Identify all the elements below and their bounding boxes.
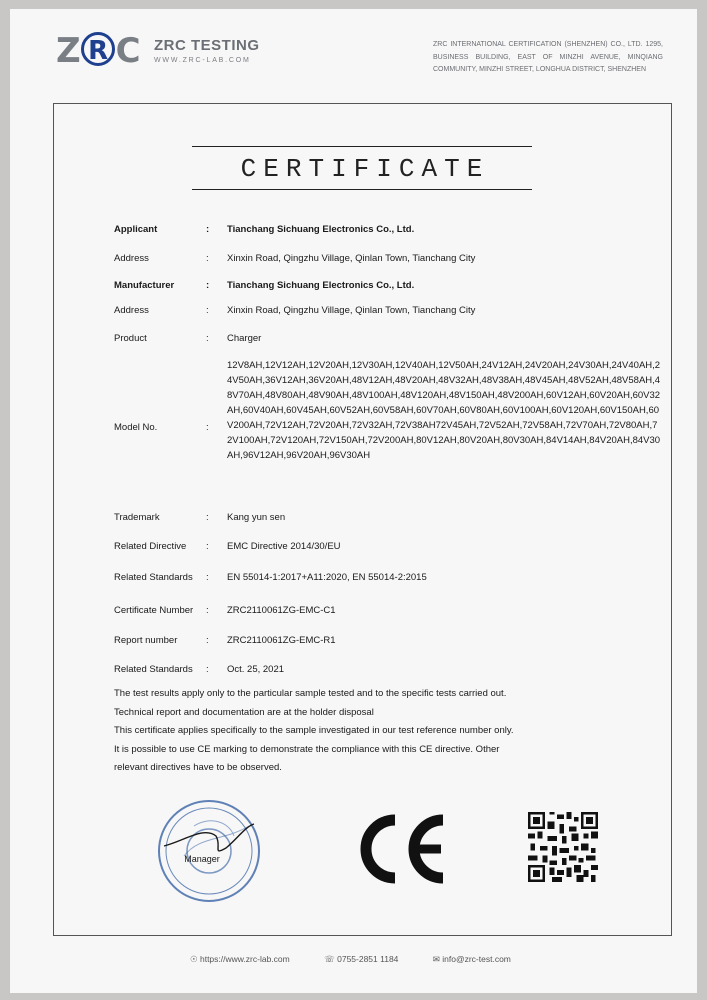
- note-line: This certificate applies specifically to the sample investigated in our test reference number only.: [114, 725, 514, 736]
- title-rule-bottom: [192, 189, 532, 190]
- certificate-frame: [53, 103, 672, 936]
- field-label: Address: [114, 305, 149, 316]
- seal-caption: Manager: [184, 854, 220, 864]
- company-address: ZRC INTERNATIONAL CERTIFICATION (SHENZHEN) CO., LTD. 1295, BUSINESS BUILDING, EAST OF MINZHI AVENUE, MINQIANG COMMUNITY, MINZHI STREET, LONGHUA DISTRICT, SHENZHEN: [433, 41, 663, 73]
- website-link[interactable]: ☉ https://www.zrc-lab.com: [190, 954, 290, 964]
- certificate-page: [10, 9, 697, 993]
- phone-number: ☏ 0755-2851 1184: [324, 954, 399, 964]
- logo-name: ZRC TESTING: [154, 37, 260, 54]
- note-line: relevant directives have to be observed.: [114, 762, 282, 773]
- logo-mark: Z R C: [56, 31, 140, 71]
- zrc-logo: [56, 31, 260, 81]
- note-line: It is possible to use CE marking to demonstrate the compliance with this CE directive. Other: [114, 743, 500, 755]
- manager-seal: [154, 796, 264, 906]
- field-value: Kang yun sen: [227, 512, 286, 523]
- field-value: EMC Directive 2014/30/EU: [227, 541, 341, 552]
- field-value: EN 55014-1:2017+A11:2020, EN 55014-2:2015: [227, 572, 427, 583]
- field-colon: :: [206, 512, 209, 523]
- field-label: Trademark: [114, 512, 160, 523]
- field-colon: :: [206, 253, 209, 264]
- field-value: ZRC2110061ZG-EMC-C1: [227, 605, 336, 616]
- certificate-notes: [114, 685, 624, 778]
- note-line: The test results apply only to the particular sample tested and to the specific tests carried out.: [114, 688, 507, 699]
- note-line: Technical report and documentation are at the holder disposal: [114, 706, 374, 718]
- email-link[interactable]: ✉ info@zrc-test.com: [432, 954, 511, 964]
- field-value: Xinxin Road, Qingzhu Village, Qinlan Town, Tianchang City: [227, 305, 476, 316]
- field-colon: :: [206, 605, 209, 616]
- ce-mark-icon: [353, 812, 449, 886]
- field-label: Manufacturer: [114, 280, 175, 291]
- field-label: Related Standards: [114, 664, 193, 675]
- field-colon: :: [206, 572, 209, 583]
- field-colon: :: [206, 305, 209, 316]
- field-colon: :: [206, 422, 209, 433]
- field-colon: :: [206, 664, 209, 675]
- field-colon: :: [206, 333, 209, 344]
- field-colon: :: [206, 635, 209, 646]
- field-colon: :: [206, 280, 210, 291]
- field-label: Related Standards: [114, 572, 193, 583]
- field-label: Model No.: [114, 422, 158, 433]
- field-value: Charger: [227, 333, 262, 344]
- field-label: Report number: [114, 635, 178, 646]
- field-value: Xinxin Road, Qingzhu Village, Qinlan Town, Tianchang City: [227, 253, 476, 264]
- logo-url: WWW.ZRC-LAB.COM: [154, 57, 251, 64]
- field-colon: :: [206, 224, 210, 235]
- qr-code: [528, 812, 598, 882]
- field-label: Related Directive: [114, 541, 187, 552]
- field-value: ZRC2110061ZG-EMC-R1: [227, 635, 336, 646]
- page-title: CERTIFICATE: [240, 154, 490, 184]
- field-label: Product: [114, 333, 147, 344]
- field-value: Tianchang Sichuang Electronics Co., Ltd.: [227, 224, 415, 235]
- title-block: [192, 146, 532, 190]
- footer-contacts: [190, 954, 543, 965]
- field-colon: :: [206, 541, 209, 552]
- field-label: Certificate Number: [114, 605, 194, 616]
- model-list: 12V8AH,12V12AH,12V20AH,12V30AH,12V40AH,12V50AH,24V12AH,24V20AH,24V30AH,24V40AH,24V50AH,36V12AH,36V20AH,48V12AH,48V20AH,48V32AH,48V38AH,48V45AH,48V52AH,48V58AH,48V70AH,48V80AH,48V90AH,48V100AH,48V120AH,48V150AH,48V200AH,60V12AH,60V20AH,60V32AH,60V40AH,60V45AH,60V52AH,60V58AH,60V70AH,60V80AH,60V100AH,60V120AH,60V150AH,60V200AH,72V12AH,72V20AH,72V32AH,72V38AH72V45AH,72V52AH,72V58AH,72V70AH,72V80AH,72V100AH,72V120AH,72V150AH,72V200AH,80V12AH,80V20AH,80V30AH,84V14AH,84V20AH,84V30AH,96V12AH,96V20AH,96V30AH: [227, 360, 661, 461]
- field-label: Applicant: [114, 224, 158, 235]
- field-value: Oct. 25, 2021: [227, 664, 285, 675]
- field-value: Tianchang Sichuang Electronics Co., Ltd.: [227, 280, 415, 291]
- field-label: Address: [114, 253, 149, 264]
